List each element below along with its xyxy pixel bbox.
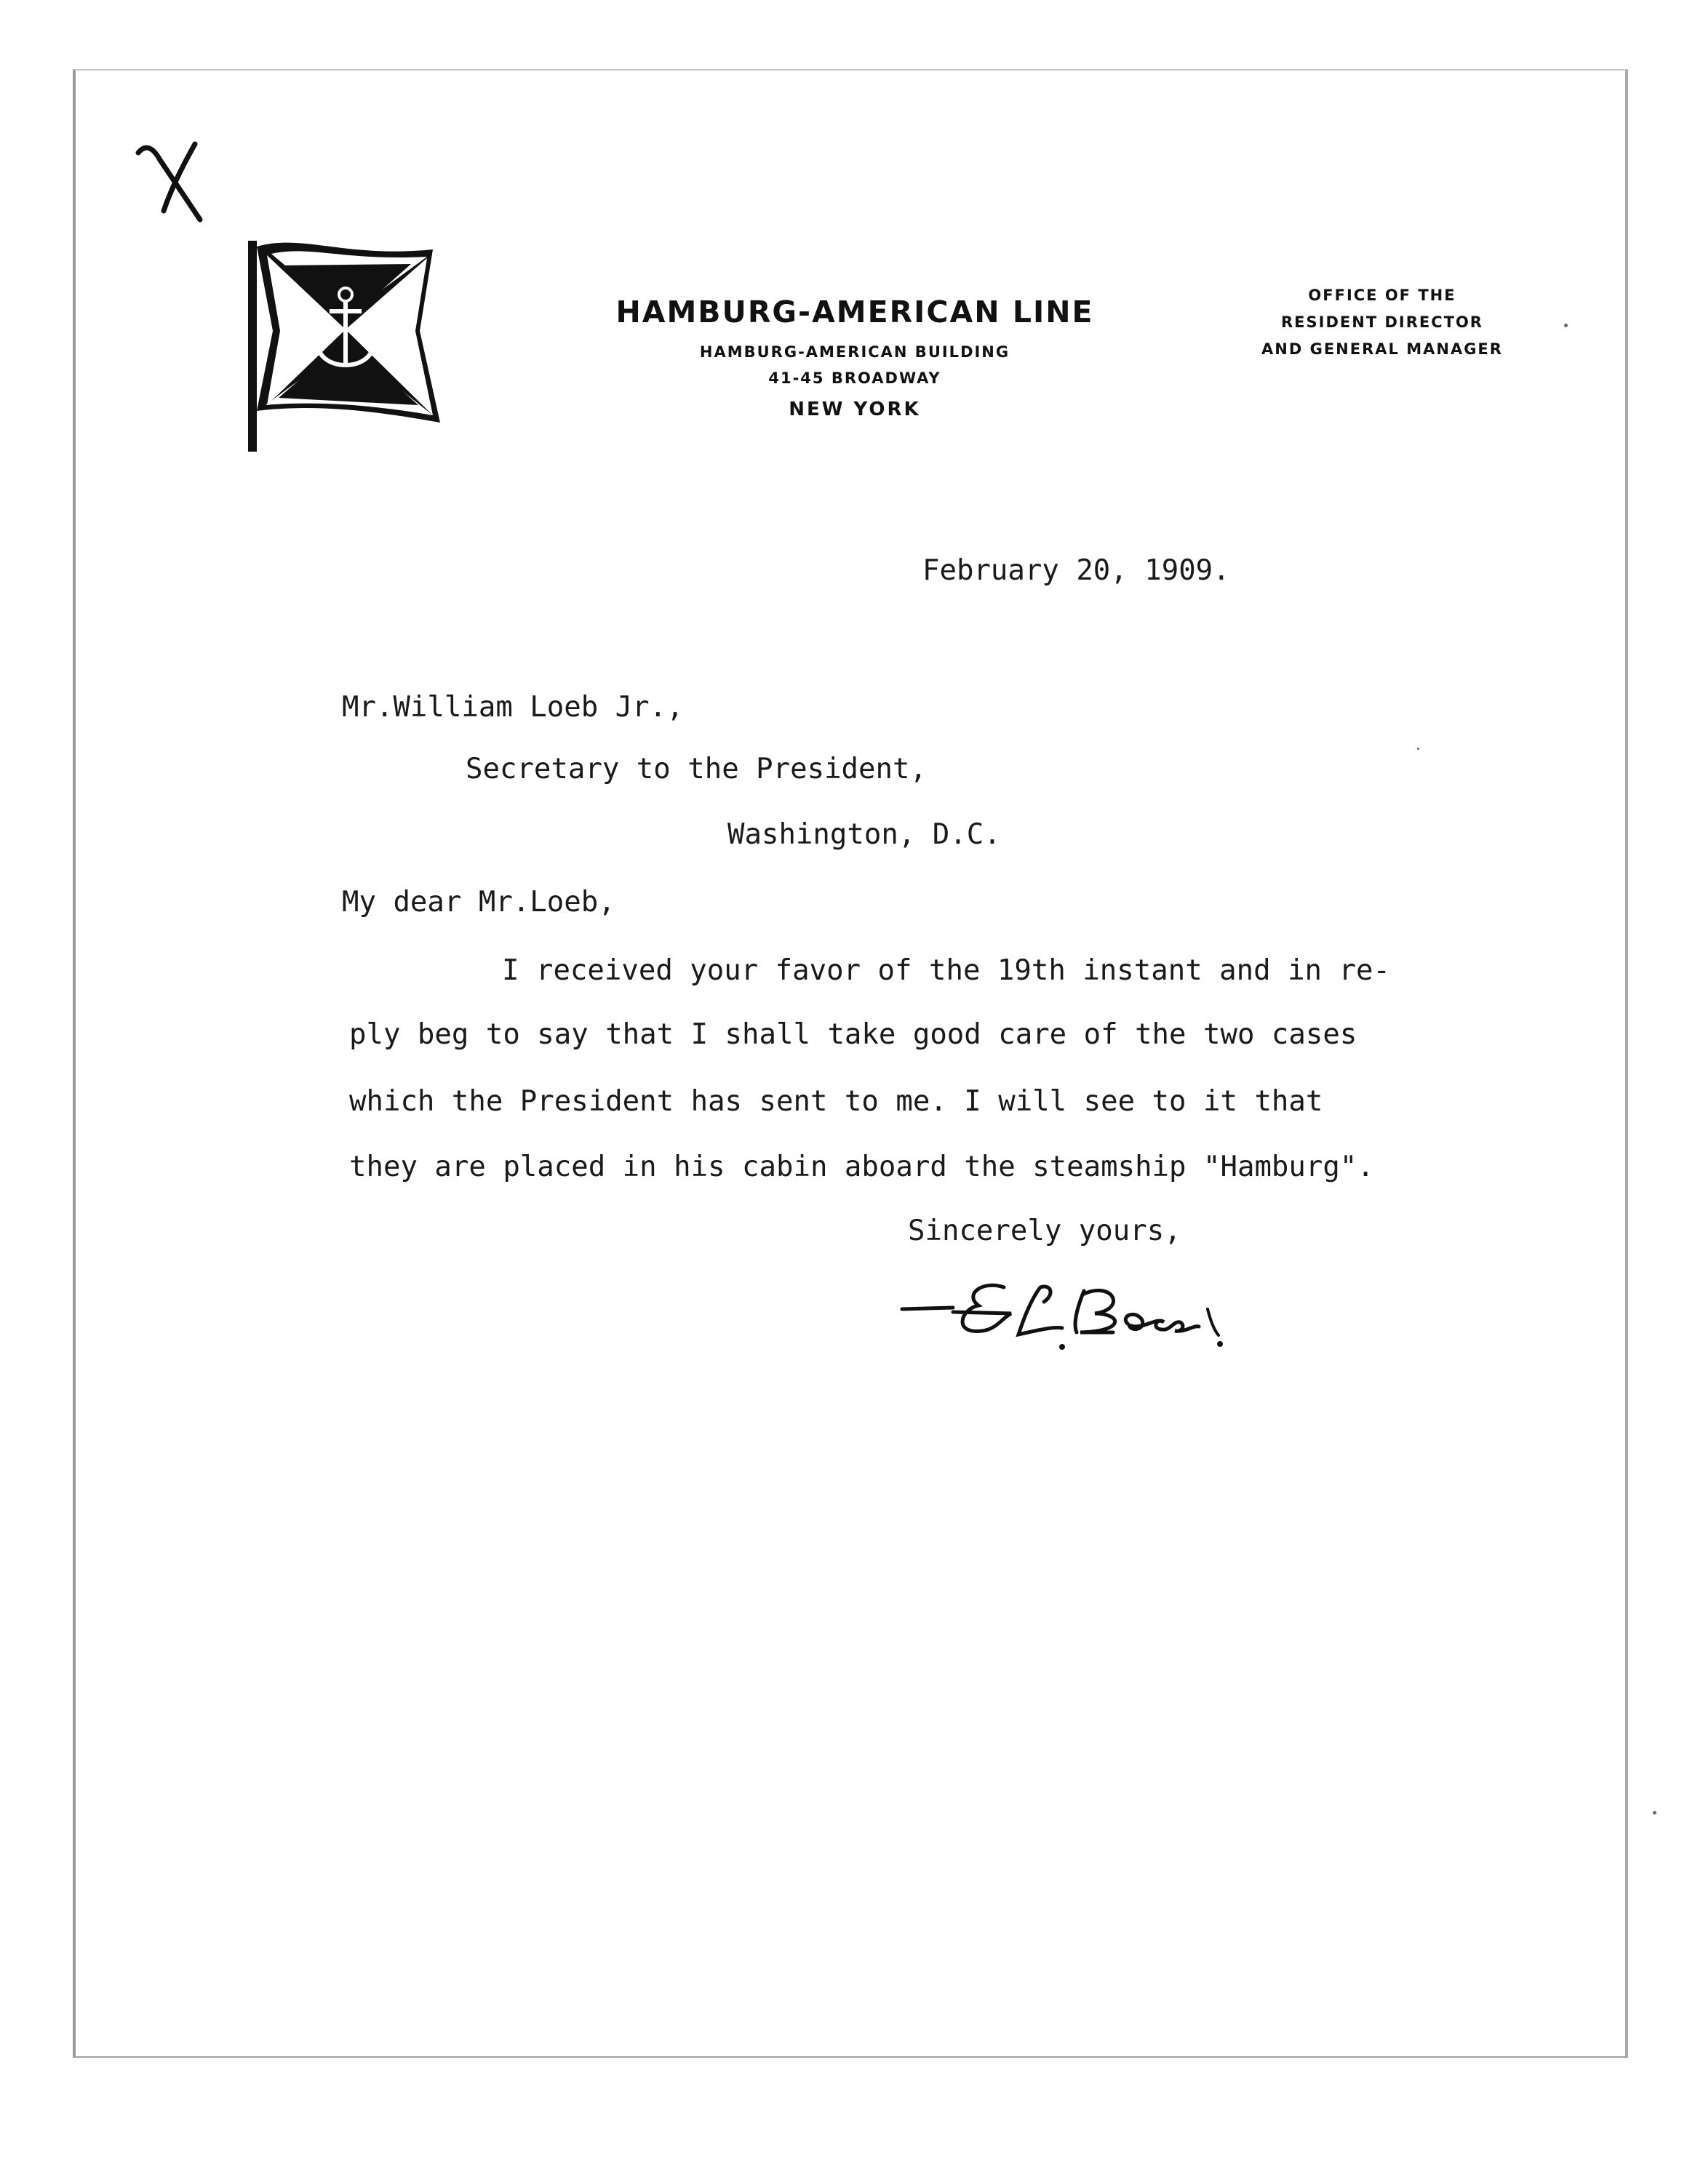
recipient-name: Mr.William Loeb Jr., — [342, 691, 684, 724]
letter-date: February 20, 1909. — [922, 554, 1230, 587]
office-block — [1229, 282, 1535, 363]
paper-speck — [1564, 324, 1568, 327]
recipient-place: Washington, D.C. — [727, 818, 1001, 851]
handwritten-x-mark — [131, 138, 211, 225]
office-line: AND GENERAL MANAGER — [1261, 340, 1503, 358]
company-name: HAMBURG-AMERICAN LINE — [615, 295, 1094, 329]
body-line: ply beg to say that I shall take good care of the two cases — [349, 1018, 1357, 1051]
handwritten-signature — [895, 1265, 1302, 1353]
company-city: NEW YORK — [789, 399, 921, 420]
recipient-title: Secretary to the President, — [466, 753, 927, 785]
office-line: OFFICE OF THE — [1308, 287, 1456, 304]
paper-speck — [1417, 748, 1419, 750]
paper-speck — [1653, 1811, 1656, 1815]
body-line: they are placed in his cabin aboard the steamship "Hamburg". — [349, 1151, 1374, 1183]
company-street: 41-45 BROADWAY — [768, 369, 941, 387]
office-line: RESIDENT DIRECTOR — [1281, 313, 1483, 331]
company-building: HAMBURG-AMERICAN BUILDING — [699, 343, 1010, 361]
body-line: I received your favor of the 19th instant and in re- — [502, 954, 1390, 987]
closing: Sincerely yours, — [908, 1215, 1181, 1247]
salutation: My dear Mr.Loeb, — [342, 886, 615, 919]
body-line: which the President has sent to me. I will see to it that — [349, 1085, 1323, 1118]
flag-with-anchor-icon — [236, 236, 447, 455]
